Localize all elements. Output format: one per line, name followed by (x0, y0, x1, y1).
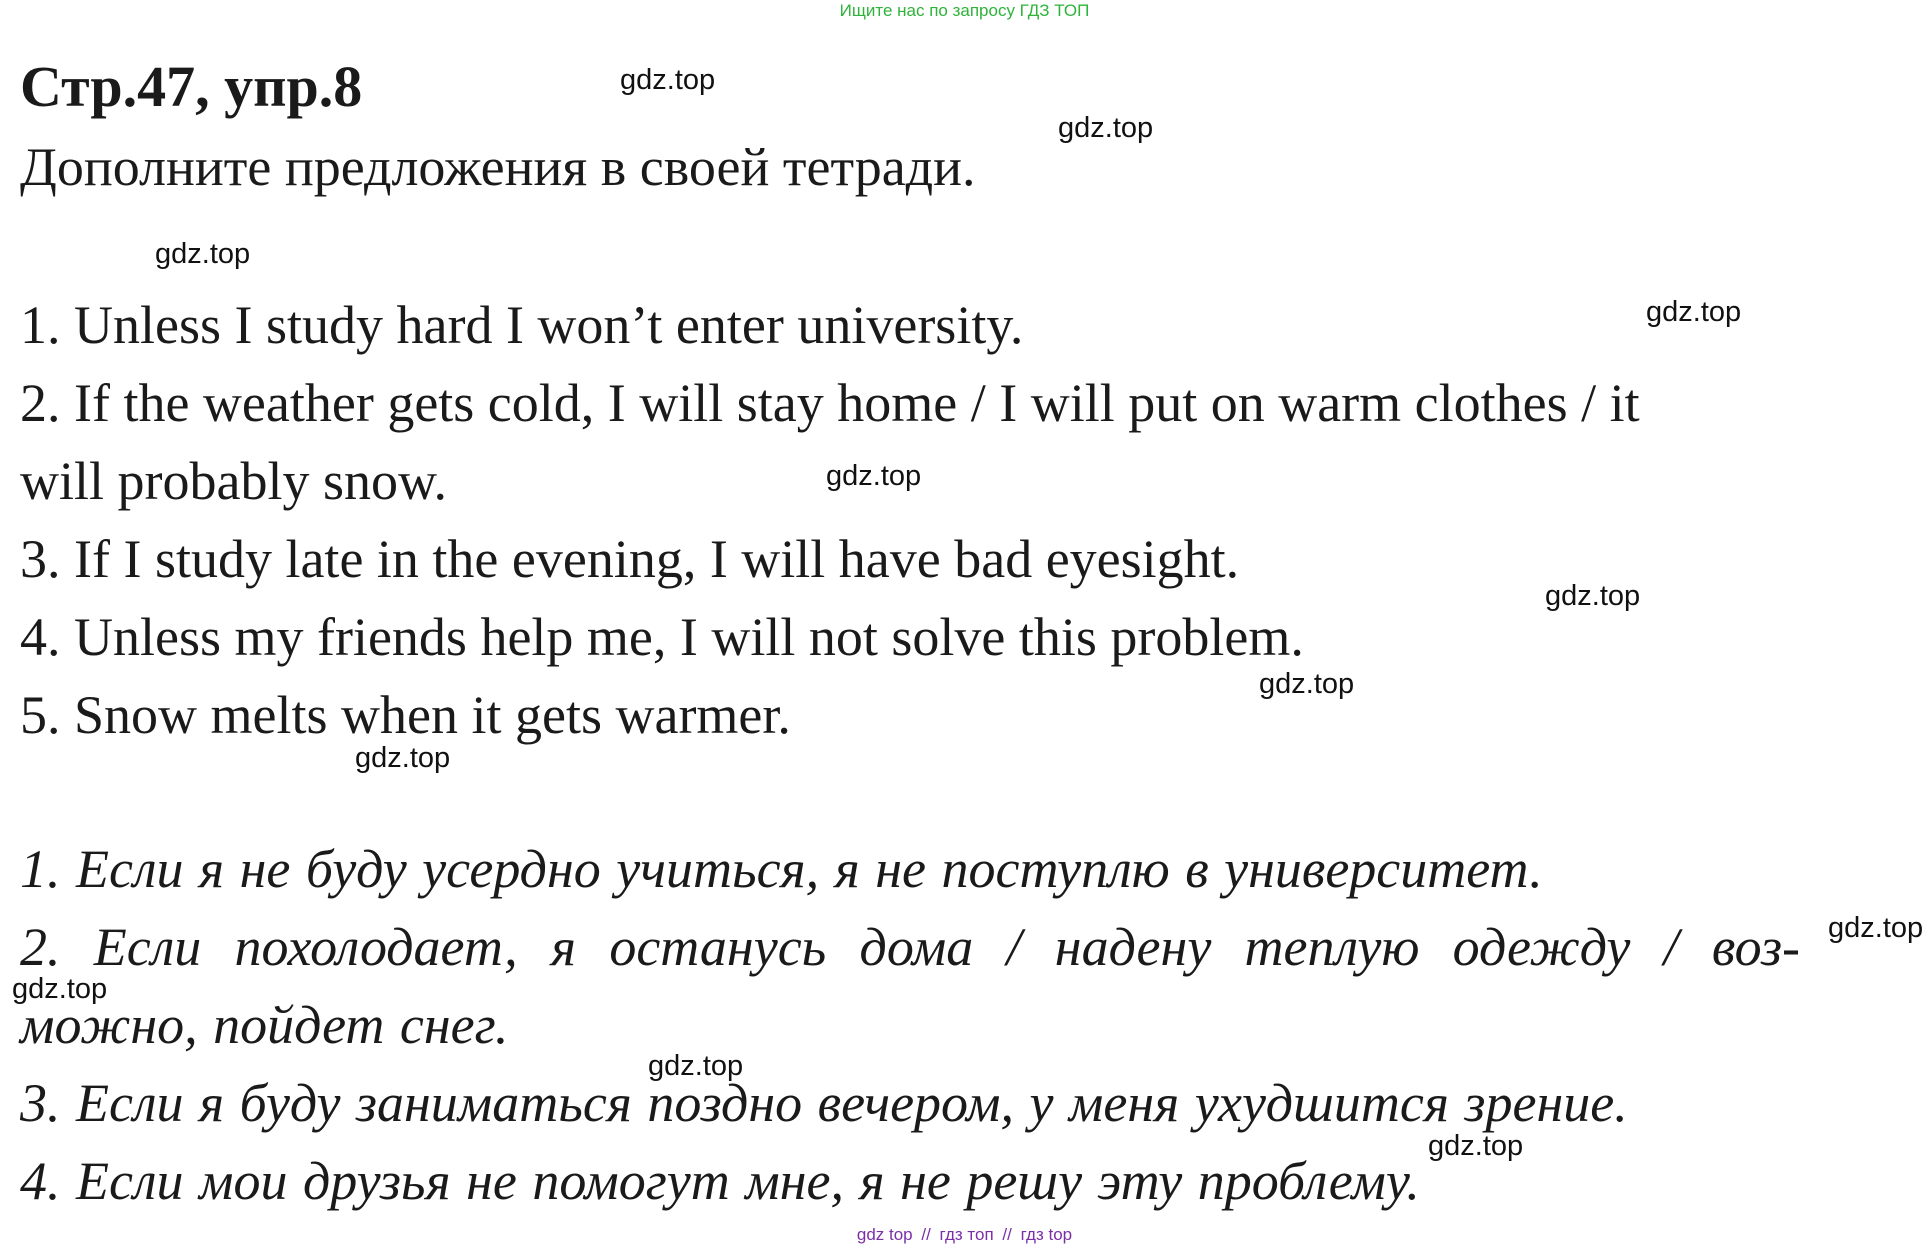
bottom-banner-separator: // (921, 1225, 931, 1244)
translation-line-4: 4. Если мои друзья не помогут мне, я не решу эту проблему. (20, 1151, 1420, 1211)
page-title: Стр.47, упр.8 (20, 54, 363, 119)
answer-line-2: 2. If the weather gets cold, I will stay home / I will put on warm clothes / it (20, 373, 1640, 433)
watermark: gdz.top (620, 64, 716, 96)
task-instruction: Дополните предложения в своей тетради. (20, 137, 976, 197)
translation-line-2: 2. Если похолодает, я останусь дома / надену теплую одежду / воз- (20, 917, 1800, 977)
top-banner: Ищите нас по запросу ГДЗ ТОП (839, 1, 1090, 20)
watermark: gdz.top (155, 238, 251, 270)
translation-line-1: 1. Если я не буду усердно учиться, я не поступлю в университет. (20, 839, 1543, 899)
watermark: gdz.top (826, 460, 922, 492)
answer-line-5: 5. Snow melts when it gets warmer. (20, 685, 791, 745)
watermark: gdz.top (1545, 580, 1641, 612)
bottom-banner-item: гдз top (1020, 1225, 1073, 1244)
answer-line-3: 3. If I study late in the evening, I will have bad eyesight. (20, 529, 1240, 589)
watermark: gdz.top (12, 973, 108, 1005)
watermark: gdz.top (1259, 668, 1355, 700)
watermark: gdz.top (648, 1050, 744, 1082)
watermark: gdz.top (1428, 1130, 1524, 1162)
watermark: gdz.top (1058, 112, 1154, 144)
watermark: gdz.top (355, 742, 451, 774)
answer-line-2-cont: will probably snow. (20, 451, 447, 511)
translation-line-3: 3. Если я буду заниматься поздно вечером, у меня ухудшится зрение. (20, 1073, 1628, 1133)
answer-line-4: 4. Unless my friends help me, I will not solve this problem. (20, 607, 1304, 667)
bottom-banner-item: гдз топ (939, 1225, 994, 1244)
bottom-banner-item: gdz top (856, 1225, 913, 1244)
watermark: gdz.top (1646, 296, 1742, 328)
bottom-banner (0, 1225, 1929, 1245)
bottom-banner-separator: // (1002, 1225, 1012, 1244)
translation-line-2-cont: можно, пойдет снег. (20, 995, 509, 1055)
watermark: gdz.top (1828, 912, 1924, 944)
answer-line-1: 1. Unless I study hard I won’t enter university. (20, 295, 1024, 355)
